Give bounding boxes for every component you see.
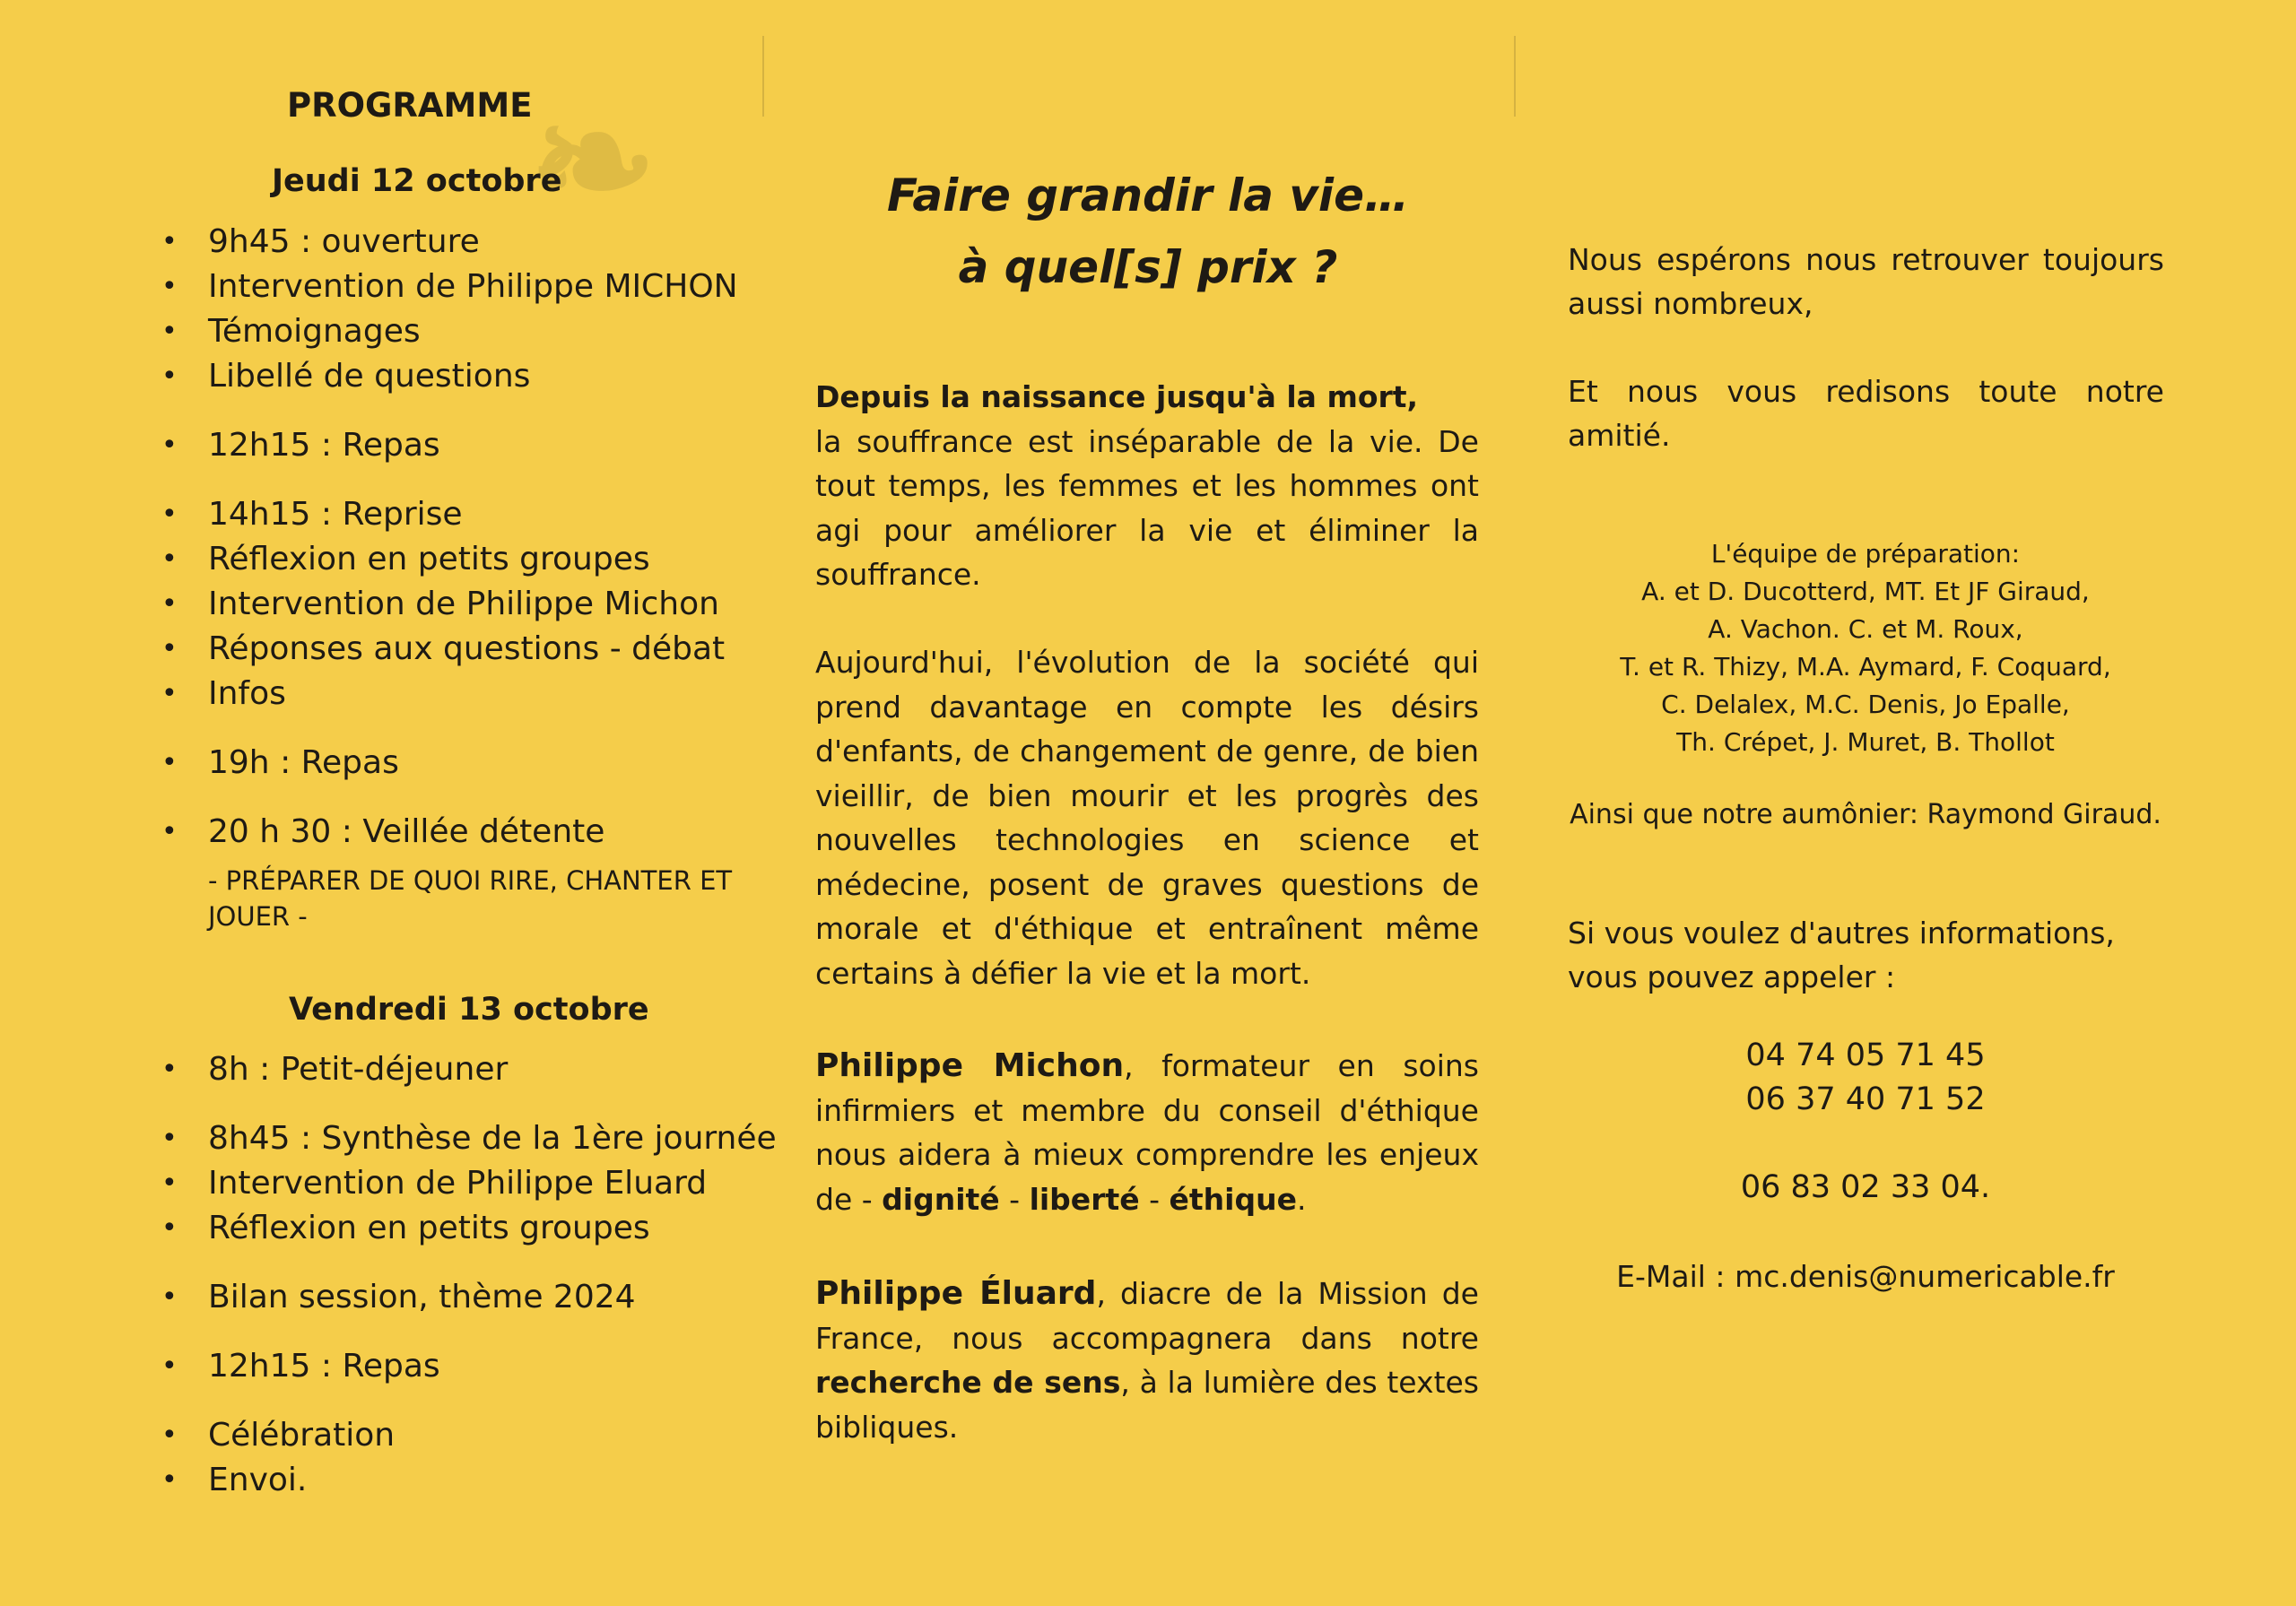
- list-item: • 20 h 30 : Veillée détente: [161, 810, 738, 855]
- team-line: A. et D. Ducotterd, MT. Et JF Giraud,: [1641, 577, 2090, 606]
- fold-mark-left: [762, 36, 764, 117]
- greeting-paragraph: Nous espérons nous retrouver toujours aussi nombreux,: [1568, 242, 2164, 321]
- keyword-liberte: liberté: [1029, 1181, 1140, 1217]
- friendship-paragraph: Et nous vous redisons toute notre amitié.: [1568, 374, 2164, 453]
- programme-title: PROGRAMME: [287, 86, 533, 125]
- team-line: T. et R. Thizy, M.A. Aymard, F. Coquard,: [1620, 652, 2111, 681]
- society-paragraph: Aujourd'hui, l'évolution de la société qui prend davantage en compte les désirs d'enfants, de changement de genre, de bien vieillir, de bien mourir et les progrès des nouvelles technologies en science et médecine, posent de graves questions de morale et d'éthique et entraînent même certains à défier la vie et la mort.: [815, 645, 1479, 991]
- list-item: • 9h45 : ouverture: [161, 220, 738, 265]
- keyword-dignite: dignité: [882, 1181, 1000, 1217]
- list-item: • Libellé de questions: [161, 354, 738, 399]
- intro-bold: Depuis la naissance jusqu'à la mort,: [815, 379, 1419, 414]
- list-item: • Bilan session, thème 2024: [161, 1275, 777, 1320]
- eluard-paragraph: [815, 1272, 1479, 1449]
- end-punct: .: [1296, 1181, 1307, 1217]
- eluard-bold: recherche de sens: [815, 1365, 1121, 1400]
- theme-title-line2: à quel[s] prix ?: [958, 241, 1338, 293]
- list-item: • Célébration: [161, 1413, 777, 1458]
- day2-list: [161, 1047, 777, 1503]
- theme-title-line1: Faire grandir la vie…: [887, 169, 1409, 221]
- email-label: E-Mail :: [1616, 1259, 1726, 1294]
- team-line: C. Delalex, M.C. Denis, Jo Epalle,: [1661, 690, 2070, 719]
- list-item: • Réponses aux questions - débat: [161, 627, 738, 672]
- list-item: • Réflexion en petits groupes: [161, 537, 738, 582]
- intro-text: la souffrance est inséparable de la vie. De tout temps, les femmes et les hommes ont agi pour améliorer la vie et éliminer la souffrance.: [815, 423, 1479, 592]
- separator: -: [1139, 1181, 1170, 1217]
- intro-paragraph: [815, 375, 1479, 597]
- team-block: [1561, 535, 2170, 761]
- eluard-text-end: , à la lumière des textes bibliques.: [815, 1365, 1479, 1445]
- day1-title: Jeudi 12 octobre: [272, 163, 562, 199]
- team-line: A. Vachon. C. et M. Roux,: [1708, 614, 2023, 644]
- list-item: • Infos: [161, 672, 738, 716]
- list-item: • 19h : Repas: [161, 741, 738, 786]
- list-item: • Réflexion en petits groupes: [161, 1206, 777, 1251]
- michon-text: , formateur en soins infirmiers et membre du conseil d'éthique nous aidera à mieux comprendre les enjeux de -: [815, 1048, 1479, 1217]
- bleed-through-logo: ❧: [529, 72, 657, 251]
- list-item: • Envoi.: [161, 1458, 777, 1503]
- separator: -: [999, 1181, 1030, 1217]
- phone-number[interactable]: 06 37 40 71 52: [1745, 1081, 1986, 1117]
- chaplain-line: Ainsi que notre aumônier: Raymond Giraud.: [1570, 799, 2161, 830]
- speaker-name-michon: Philippe Michon: [815, 1047, 1125, 1084]
- fold-mark-right: [1514, 36, 1516, 117]
- theme-title: [807, 160, 1489, 303]
- list-item: • 14h15 : Reprise: [161, 492, 738, 537]
- keyword-ethique: éthique: [1169, 1181, 1297, 1217]
- list-item: • Intervention de Philippe Eluard: [161, 1161, 777, 1206]
- phone-number[interactable]: 06 83 02 33 04.: [1740, 1169, 1991, 1205]
- phone-number[interactable]: 04 74 05 71 45: [1745, 1037, 1986, 1073]
- team-line: Th. Crépet, J. Muret, B. Thollot: [1676, 727, 2055, 757]
- list-item: • Intervention de Philippe MICHON: [161, 265, 738, 309]
- phone-block: [1561, 1034, 2170, 1210]
- list-item: • 8h : Petit-déjeuner: [161, 1047, 777, 1092]
- speaker-name-eluard: Philippe Éluard: [815, 1275, 1097, 1312]
- team-title: L'équipe de préparation:: [1710, 539, 2021, 569]
- list-item: • 8h45 : Synthèse de la 1ère journée: [161, 1116, 777, 1161]
- email-line: [1561, 1254, 2170, 1298]
- list-item: • 12h15 : Repas: [161, 423, 738, 468]
- day2-title: Vendredi 13 octobre: [289, 992, 649, 1028]
- evening-note: - PRÉPARER DE QUOI RIRE, CHANTER ET JOUER -: [208, 865, 733, 932]
- list-item: • Témoignages: [161, 309, 738, 354]
- list-item: • 12h15 : Repas: [161, 1344, 777, 1389]
- eluard-text: , diacre de la Mission de France, nous accompagnera dans notre: [815, 1276, 1479, 1356]
- info-paragraph: Si vous voulez d'autres informations, vous pouvez appeler :: [1568, 916, 2115, 994]
- michon-paragraph: [815, 1044, 1479, 1221]
- list-item: • Intervention de Philippe Michon: [161, 582, 738, 627]
- day1-list: [161, 220, 738, 855]
- email-address[interactable]: mc.denis@numericable.fr: [1735, 1259, 2115, 1294]
